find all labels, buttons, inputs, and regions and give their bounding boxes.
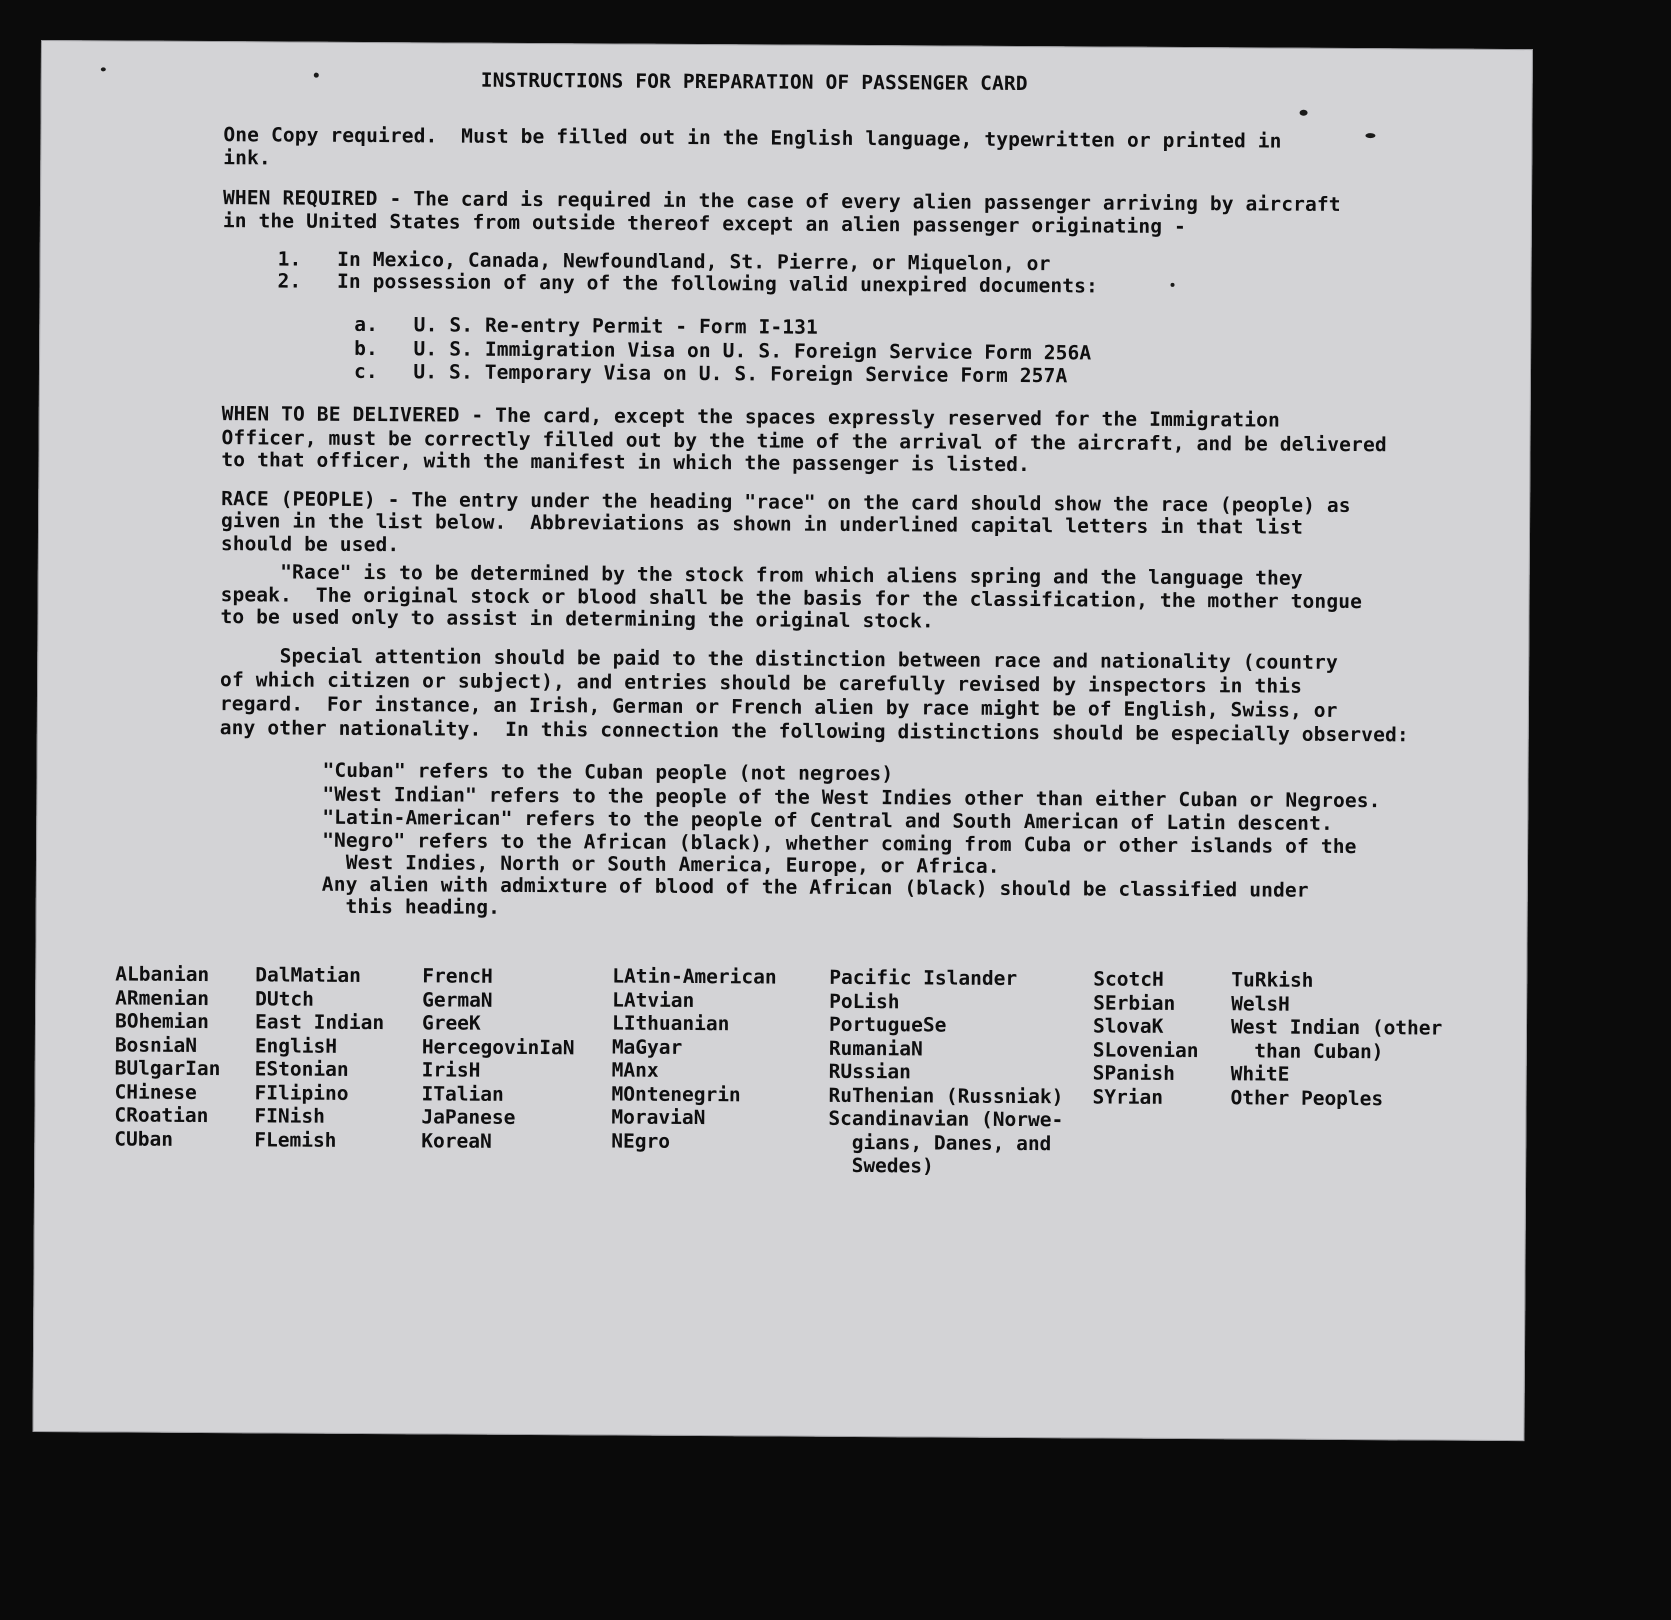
race-list-item: JaPanese: [421, 1105, 516, 1129]
when-required-line-2: in the United States from outside thereof except an alien passenger originating -: [222, 209, 1187, 238]
page-title: INSTRUCTIONS FOR PREPARATION OF PASSENGER CARD: [480, 68, 1028, 96]
scan-speck: [314, 73, 319, 78]
race-list-item: West Indian (other: [1230, 1015, 1443, 1040]
document-page: [32, 40, 1532, 1441]
distinction-latin-american: "Latin-American" refers to the people of Central and South American of Latin descent.: [322, 805, 1333, 835]
race-list-column-6: [1092, 967, 1199, 1109]
race-list-item: FLemish: [254, 1127, 337, 1152]
race-list-item: MoraviaN: [611, 1105, 706, 1130]
race-list-column-4: [611, 965, 777, 1154]
race-paragraph-3-line-2: of which citizen or subject), and entries should be carefully revised by inspectors in this: [220, 668, 1303, 698]
race-list-item: ITalian: [421, 1081, 504, 1106]
race-list-item: CUban: [114, 1126, 174, 1151]
race-paragraph-2-line-2: speak. The original stock or blood shall be the basis for the classification, the mother tongue: [220, 583, 1363, 614]
race-list-item: TuRkish: [1231, 968, 1314, 992]
race-paragraph-3-line-3: regard. For instance, an Irish, German or French alien by race might be of English, Swiss, or: [219, 692, 1338, 722]
distinction-admixture-line-1: Any alien with admixture of blood of the African (black) should be classified under: [321, 872, 1309, 902]
race-list-item: SErbian: [1093, 990, 1176, 1015]
race-list-item: than Cuban): [1230, 1038, 1384, 1063]
race-list-column-1: [114, 962, 221, 1151]
race-list-item: RumaniaN: [828, 1036, 923, 1060]
race-line-2: given in the list below. Abbreviations as shown in underlined capital letters in that list: [220, 509, 1304, 539]
race-list-item: FINish: [254, 1104, 325, 1128]
race-list-item: MOntenegrin: [611, 1082, 741, 1106]
distinction-cuban: "Cuban" refers to the Cuban people (not negroes): [322, 758, 894, 786]
when-delivered-line-3: to that officer, with the manifest in which the passenger is listed.: [221, 448, 1031, 477]
race-list-item: DalMatian: [255, 963, 362, 987]
race-list-item: CRoatian: [114, 1103, 209, 1128]
race-list-column-5: [828, 966, 1064, 1179]
scan-speck: [1300, 110, 1308, 116]
when-required-line-1: WHEN REQUIRED - The card is required in the case of every alien passenger arriving by aircraft: [222, 186, 1341, 216]
document-a: a. U. S. Re-entry Permit - Form I-131: [354, 312, 819, 339]
race-list-item: KoreaN: [421, 1128, 492, 1153]
race-list-item: Swedes): [828, 1153, 934, 1178]
race-list-item: NEgro: [611, 1129, 671, 1153]
race-list-item: WelsH: [1231, 991, 1290, 1016]
race-list-item: EnglisH: [254, 1033, 338, 1058]
race-list-item: LAtin-American: [612, 964, 777, 989]
race-list-item: MAnx: [611, 1058, 659, 1082]
race-list-item: East Indian: [254, 1010, 385, 1035]
race-list-item: MaGyar: [611, 1035, 683, 1059]
race-list-item: DUtch: [255, 986, 314, 1011]
distinction-negro-line-2: West Indies, North or South America, Europe, or Africa.: [321, 850, 1000, 878]
intro-line-1: One Copy required. Must be filled out in the English language, typewritten or printed in: [223, 123, 1282, 153]
race-line-3: should be used.: [220, 532, 400, 557]
race-list-column-3: [421, 964, 575, 1153]
exception-item-1: 1. In Mexico, Canada, Newfoundland, St. Pierre, or Miquelon, or: [277, 247, 1051, 276]
distinction-west-indian: "West Indian" refers to the people of the West Indies other than either Cuban or Negroes.: [322, 782, 1381, 813]
race-list-item: SlovaK: [1092, 1014, 1164, 1038]
race-list-item: RuThenian (Russniak): [828, 1083, 1064, 1108]
race-list-item: ARmenian: [115, 985, 210, 1010]
race-list-item: PoLish: [829, 989, 900, 1013]
scan-speck: [101, 67, 106, 71]
race-paragraph-2-line-1: "Race" is to be determined by the stock from which aliens spring and the language they: [220, 560, 1303, 590]
document-b: b. U. S. Immigration Visa on U. S. Foreign Service Form 256A: [354, 336, 1092, 365]
race-paragraph-3-line-4: any other nationality. In this connection the following distinctions should be especially observed:: [219, 716, 1409, 747]
when-delivered-line-1: WHEN TO BE DELIVERED - The card, except the spaces expressly reserved for the Immigration: [221, 402, 1280, 432]
race-list-item: CHinese: [114, 1079, 197, 1104]
race-list-column-2: [254, 963, 384, 1152]
race-list-item: IrisH: [421, 1058, 481, 1082]
race-list-item: SPanish: [1092, 1061, 1175, 1085]
race-list-item: ScotcH: [1093, 967, 1164, 991]
race-list-item: FIlipino: [254, 1080, 349, 1105]
race-list-item: GreeK: [421, 1011, 481, 1035]
scan-speck: [1171, 283, 1175, 287]
race-list-item: WhitE: [1230, 1062, 1290, 1086]
race-list-item: BUlgarIan: [114, 1056, 221, 1081]
intro-line-2: ink.: [223, 146, 271, 170]
race-list-item: LAtvian: [612, 988, 695, 1012]
race-list-item: FrencH: [422, 964, 493, 988]
race-list-item: LIthuanian: [611, 1011, 730, 1036]
race-list-item: GermaN: [422, 987, 493, 1012]
race-list-item: SLovenian: [1092, 1037, 1199, 1062]
document-c: c. U. S. Temporary Visa on U. S. Foreign Service Form 257A: [353, 359, 1068, 388]
race-list-item: RUssian: [828, 1059, 911, 1084]
race-list-item: HercegovinIaN: [421, 1034, 575, 1059]
race-paragraph-2-line-3: to be used only to assist in determining the original stock.: [220, 605, 934, 633]
race-list-item: ALbanian: [115, 962, 210, 987]
race-list-column-7: [1230, 968, 1442, 1110]
scan-background: [0, 1440, 1671, 1620]
race-line-1: RACE (PEOPLE) - The entry under the heading "race" on the card should show the race (people) as: [221, 487, 1351, 518]
distinction-negro-line-1: "Negro" refers to the African (black), whether coming from Cuba or other islands of the: [322, 828, 1357, 859]
race-list-item: SYrian: [1092, 1084, 1164, 1109]
race-list-item: PortugueSe: [828, 1012, 947, 1037]
race-list-item: gians, Danes, and: [828, 1130, 1052, 1155]
when-delivered-line-2: Officer, must be correctly filled out by the time of the arrival of the aircraft, and be delivered: [221, 426, 1387, 457]
race-list-item: Pacific Islander: [829, 965, 1018, 990]
exception-item-2: 2. In possession of any of the following valid unexpired documents:: [277, 269, 1099, 298]
distinction-admixture-line-2: this heading.: [321, 894, 501, 919]
race-list-item: EStonian: [254, 1057, 349, 1081]
race-list-item: Other Peoples: [1230, 1085, 1384, 1110]
race-list-item: BosniaN: [114, 1032, 198, 1057]
race-list-item: BOhemian: [114, 1009, 209, 1034]
scan-speck: [1365, 133, 1375, 138]
race-list-item: Scandinavian (Norwe-: [828, 1106, 1064, 1132]
race-paragraph-3-line-1: Special attention should be paid to the distinction between race and nationality (country: [220, 644, 1338, 674]
